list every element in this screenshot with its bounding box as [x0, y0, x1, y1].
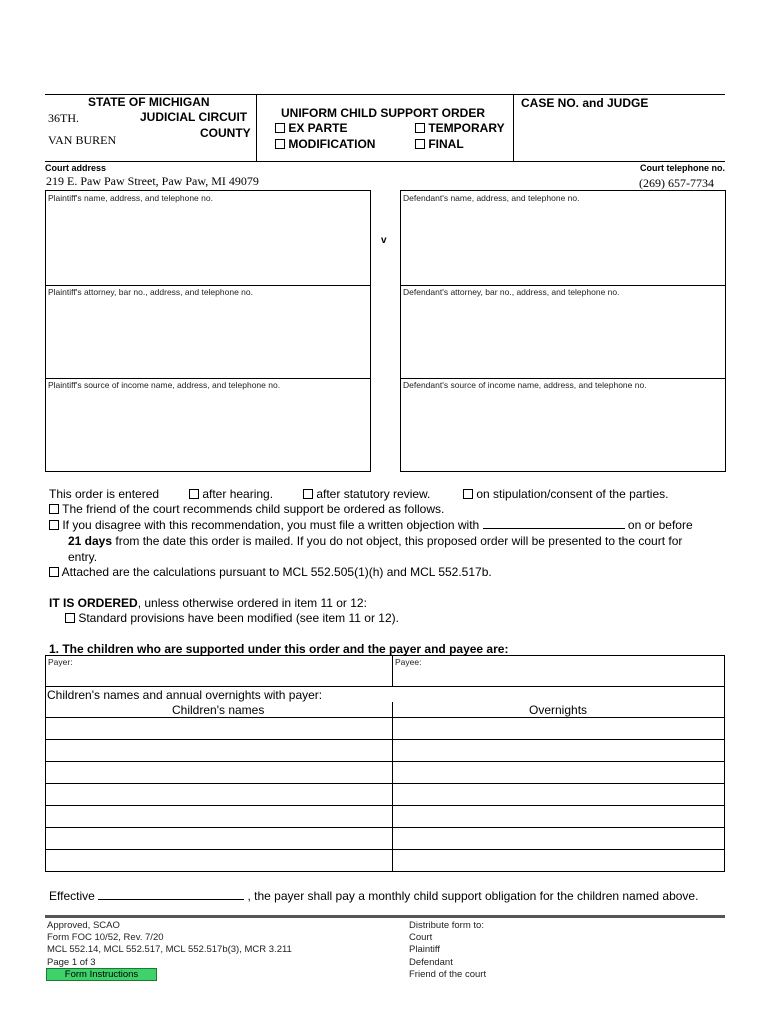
court-address-label: Court address [45, 163, 107, 173]
temporary-label: TEMPORARY [428, 121, 505, 135]
footer-rule [45, 915, 725, 918]
header-divider-1 [256, 94, 257, 161]
recommend-label: The friend of the court recommends child support be ordered as follows. [62, 502, 445, 516]
option-ex-parte[interactable] [275, 121, 347, 135]
distribute-item: Court [409, 932, 433, 944]
ordered-bold: IT IS ORDERED [49, 596, 138, 610]
defendant-box [400, 190, 726, 472]
payer-label: Payer: [48, 657, 73, 667]
effective-label: Effective [49, 889, 95, 903]
table-row [45, 805, 725, 806]
plaintiff-rule-1 [45, 285, 371, 286]
after-review-label: after statutory review. [316, 487, 431, 501]
disagree-text-d: entry. [68, 550, 98, 564]
disagree-line-2 [68, 534, 728, 548]
state-title: STATE OF MICHIGAN [88, 95, 210, 109]
table-row [45, 739, 725, 740]
effective-rest: , the payer shall pay a monthly child support obligation for the children named above. [247, 889, 699, 903]
recommend-checkbox[interactable] [49, 504, 59, 514]
court-phone: (269) 657-7734 [639, 176, 714, 190]
ex-parte-label: EX PARTE [288, 121, 348, 135]
entered-label: This order is entered [49, 487, 160, 501]
option-after-review[interactable] [303, 487, 430, 501]
footer-left [47, 920, 292, 969]
final-checkbox[interactable] [415, 139, 425, 149]
after-hearing-label: after hearing. [202, 487, 274, 501]
table-row [45, 827, 725, 828]
county-label: COUNTY [200, 126, 251, 140]
days-bold: 21 days [68, 534, 113, 548]
disagree-text-c: from the date this order is mailed. If you do not object, this proposed order will be presented to the court for [115, 534, 683, 548]
header-bottom-rule [45, 161, 725, 162]
approved-text: Approved, SCAO [47, 920, 120, 931]
payee-label: Payee: [395, 657, 422, 667]
option-final[interactable] [415, 137, 464, 151]
children-col-divider [392, 702, 393, 872]
plaintiff-box [45, 190, 371, 472]
defendant-rule-1 [400, 285, 726, 286]
temporary-checkbox[interactable] [415, 123, 425, 133]
defendant-income-label: Defendant's source of income name, address, and telephone no. [403, 380, 647, 390]
after-hearing-checkbox[interactable] [189, 489, 199, 499]
circuit-number: 36TH. [48, 111, 79, 125]
distribute-item: Plaintiff [409, 944, 440, 956]
form-number: Form FOC 10/52, Rev. 7/20 [47, 932, 164, 944]
ordered-rest: , unless otherwise ordered in item 11 or 12: [137, 596, 367, 610]
modification-checkbox[interactable] [275, 139, 285, 149]
plaintiff-rule-2 [45, 378, 371, 379]
payer-row-rule [45, 686, 725, 687]
option-temporary[interactable] [415, 121, 505, 135]
final-label: FINAL [428, 137, 464, 151]
distribute-item: Defendant [409, 956, 453, 968]
after-review-checkbox[interactable] [303, 489, 313, 499]
option-disagree[interactable] [49, 518, 729, 532]
option-recommend[interactable] [49, 502, 444, 516]
col-children-names: Children's names [172, 703, 265, 717]
distribute-label: Distribute form to: [409, 920, 484, 931]
option-after-hearing[interactable] [189, 487, 273, 501]
form-instructions-button[interactable]: Form Instructions [46, 968, 157, 981]
stipulation-label: on stipulation/consent of the parties. [476, 487, 669, 501]
attached-checkbox[interactable] [49, 567, 59, 577]
plaintiff-income-label: Plaintiff's source of income name, address, and telephone no. [48, 380, 281, 390]
case-no-label: CASE NO. and JUDGE [521, 96, 649, 110]
option-stipulation[interactable] [463, 487, 668, 501]
plaintiff-attorney-label: Plaintiff's attorney, bar no., address, and telephone no. [48, 287, 253, 297]
form-title: UNIFORM CHILD SUPPORT ORDER [281, 106, 485, 120]
page-number: Page 1 of 3 [47, 956, 96, 968]
effective-date-field[interactable] [98, 899, 244, 900]
disagree-checkbox[interactable] [49, 520, 59, 530]
attached-label: Attached are the calculations pursuant to MCL 552.505(1)(h) and MCL 552.517b. [61, 565, 492, 579]
standard-label: Standard provisions have been modified (see item 11 or 12). [78, 611, 399, 625]
header-divider-2 [513, 94, 514, 161]
distribute-list [409, 920, 486, 981]
children-intro: Children's names and annual overnights with payer: [47, 688, 323, 702]
modification-label: MODIFICATION [288, 137, 376, 151]
table-row [45, 761, 725, 762]
circuit-label: JUDICIAL CIRCUIT [140, 110, 248, 124]
payer-payee-divider [392, 655, 393, 687]
plaintiff-name-label: Plaintiff's name, address, and telephone no. [48, 193, 213, 203]
disagree-text-b: on or before [627, 518, 693, 532]
table-row [45, 783, 725, 784]
option-standard[interactable] [65, 611, 399, 625]
effective-line [49, 889, 729, 903]
option-modification[interactable] [275, 137, 375, 151]
table-row [45, 717, 725, 718]
defendant-attorney-label: Defendant's attorney, bar no., address, and telephone no. [403, 287, 620, 297]
stipulation-checkbox[interactable] [463, 489, 473, 499]
option-attached[interactable] [49, 565, 492, 579]
mcl-text: MCL 552.14, MCL 552.517, MCL 552.517b(3), MCR 3.211 [47, 944, 292, 956]
col-overnights: Overnights [529, 703, 588, 717]
county-name: VAN BUREN [48, 133, 117, 147]
section-1-heading: 1. The children who are supported under this order and the payer and payee are: [49, 642, 509, 656]
court-address: 219 E. Paw Paw Street, Paw Paw, MI 49079 [46, 174, 259, 188]
table-row [45, 849, 725, 850]
ex-parte-checkbox[interactable] [275, 123, 285, 133]
distribute-item: Friend of the court [409, 968, 487, 980]
objection-with-field[interactable] [483, 528, 625, 529]
defendant-name-label: Defendant's name, address, and telephone no. [403, 193, 580, 203]
standard-checkbox[interactable] [65, 613, 75, 623]
ordered-line [49, 596, 367, 610]
defendant-rule-2 [400, 378, 726, 379]
disagree-text-a: If you disagree with this recommendation, you must file a written objection with [62, 518, 480, 532]
court-phone-label: Court telephone no. [640, 163, 725, 173]
versus: v [381, 235, 387, 246]
